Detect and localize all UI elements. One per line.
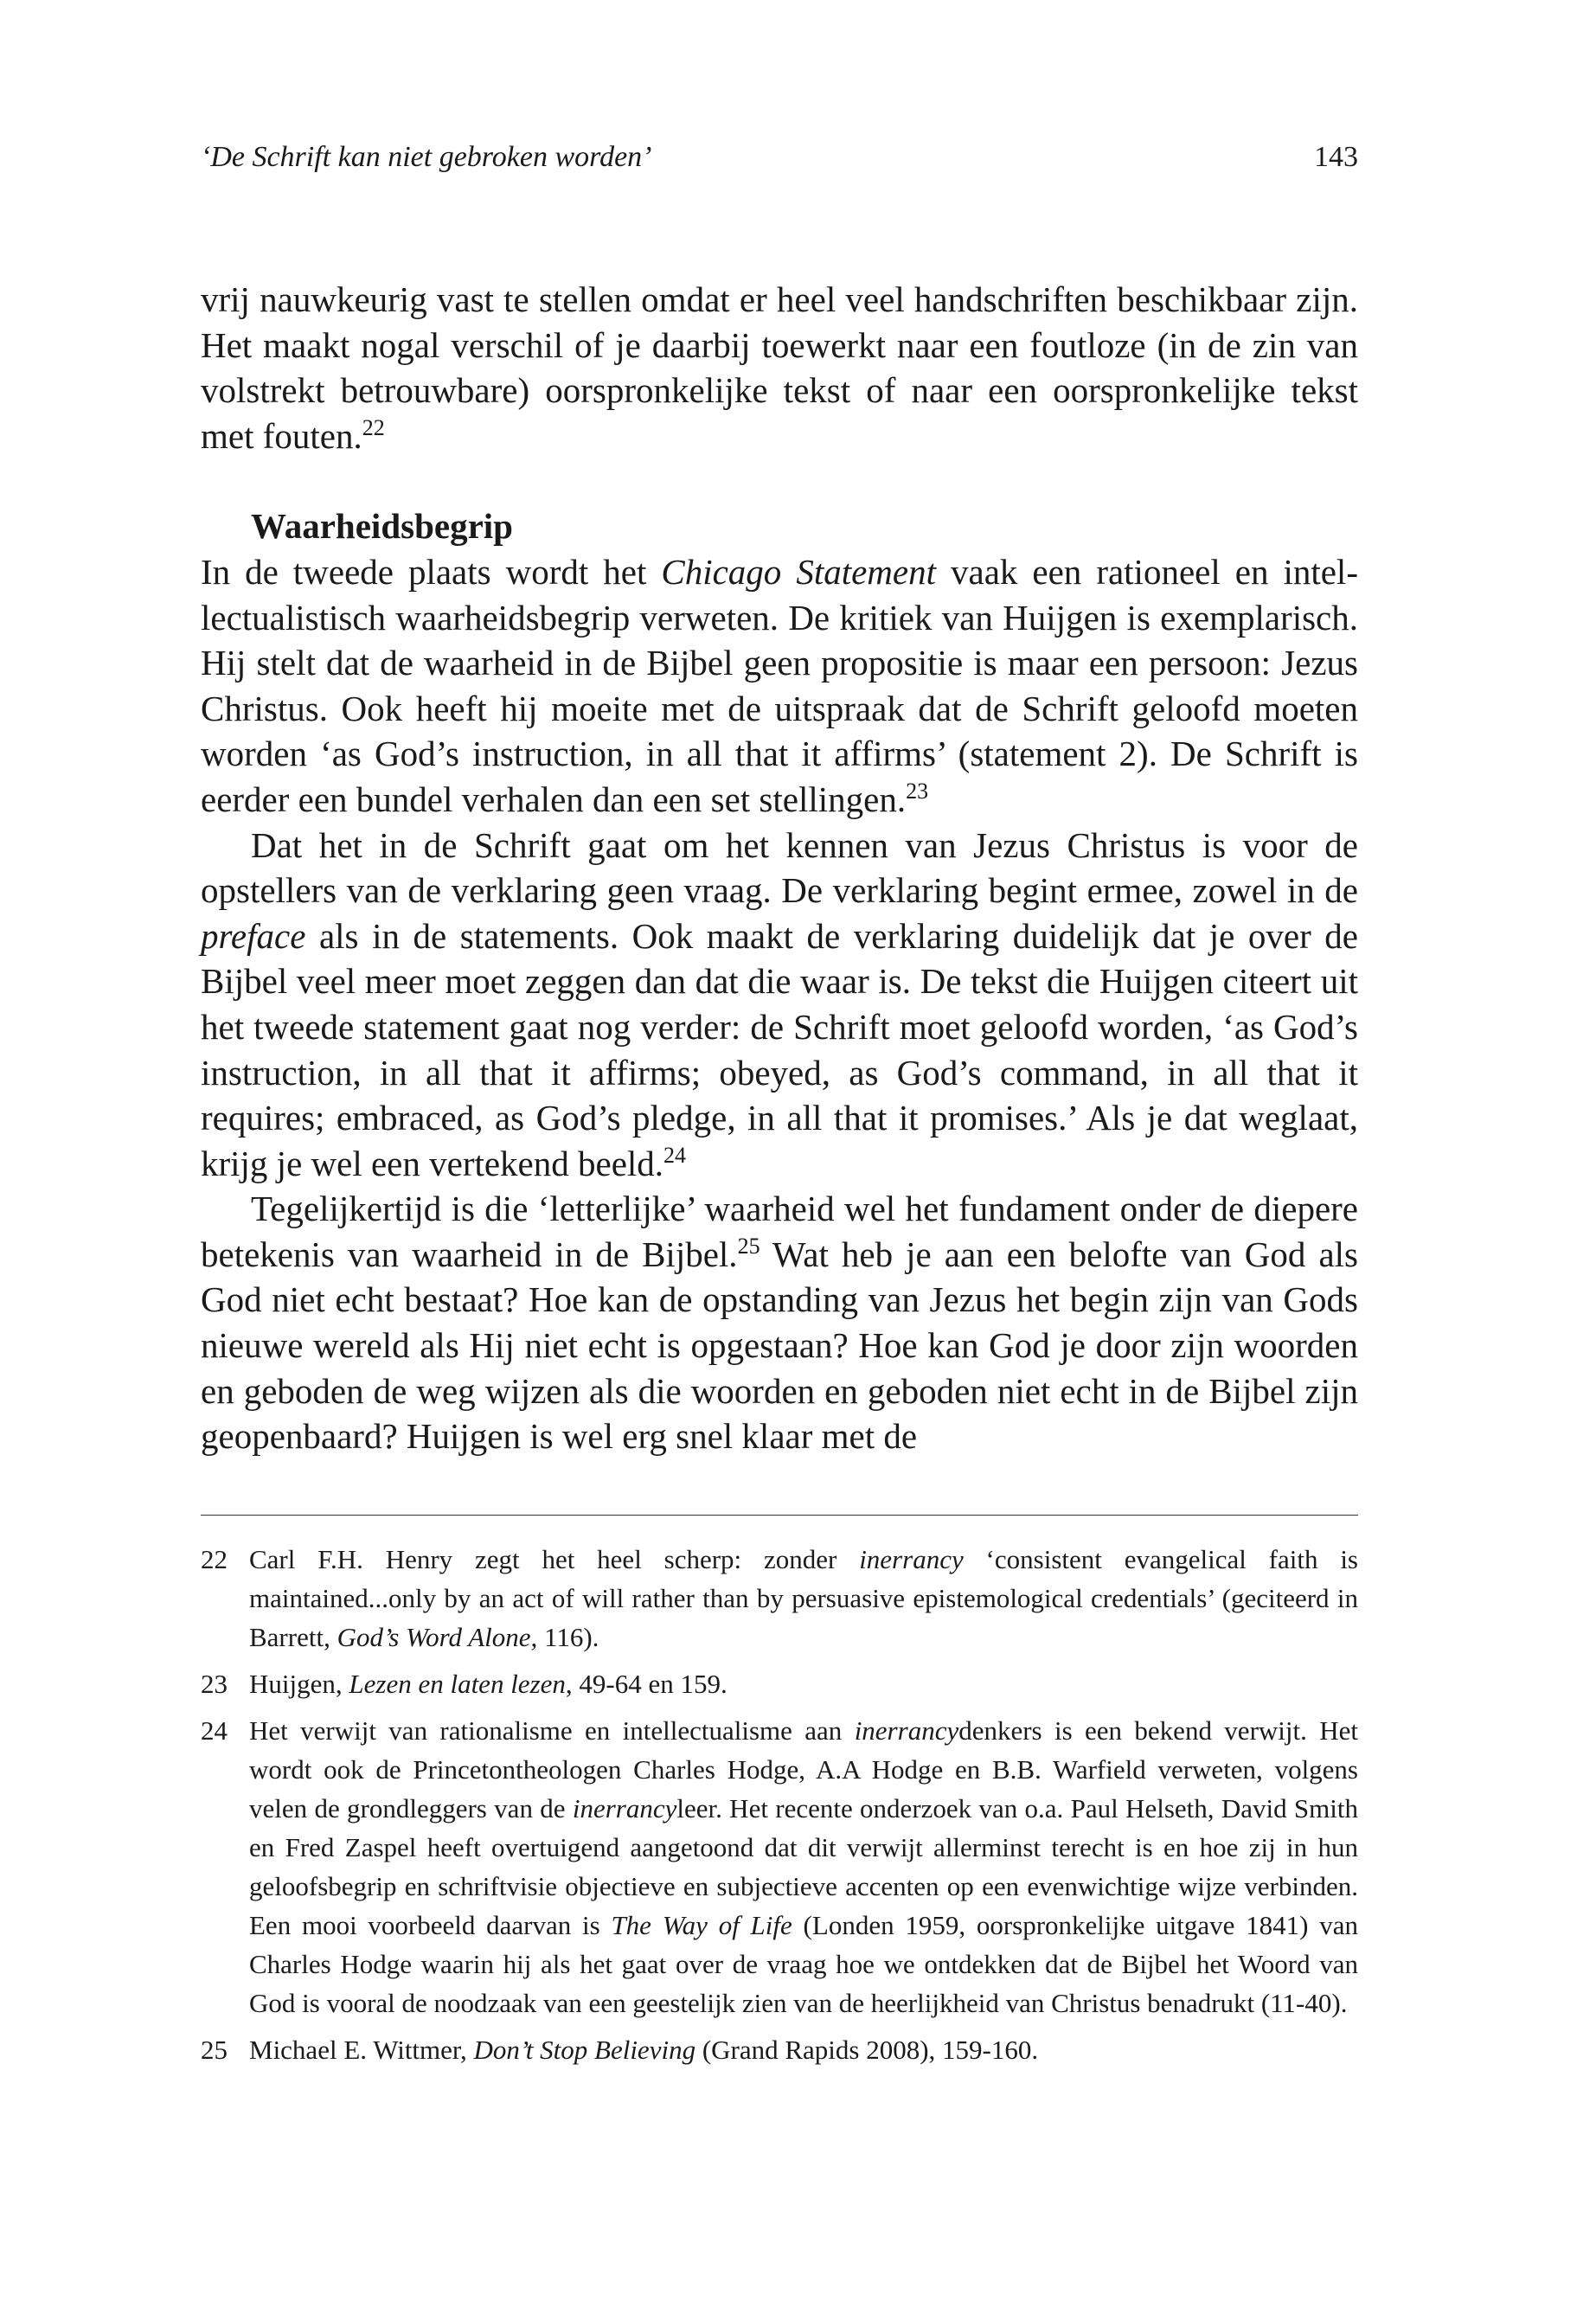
paragraph-2-text-a: In de tweede plaats wordt het xyxy=(201,551,662,592)
footnote-22-italic-term: inerrancy xyxy=(859,1544,964,1574)
paragraph-3-italic-term: preface xyxy=(201,915,306,956)
footnote-24-text-c: denkers is een bekend verwijt. Het wordt ook de Princetontheologen Charles Hodge, A.A Hodge en B.B. Warfield verweten, volgens velen de grondleggers van de xyxy=(249,1715,1358,1823)
footnote-24-text-a: Het verwijt van rationalisme en intellectualisme aan xyxy=(249,1715,855,1746)
footnote-24-italic-title: The Way of Life xyxy=(611,1910,792,1940)
footnote-ref-24: 24 xyxy=(663,1142,687,1168)
footnote-text xyxy=(249,1540,1358,1657)
footnote-text xyxy=(249,1664,1358,1703)
paragraph-1-text: vrij nauwkeurig vast te stellen omdat er heel veel handschriften beschikbaar zijn. Het maakt nogal verschil of je daarbij toewerkt naar een foutloze (in de zin van volstrekt betrouwbare) oorspronkelijke tekst of naar een oorspronkelijke tekst met fouten. xyxy=(201,279,1358,456)
footnotes xyxy=(201,1540,1358,2077)
footnote-22-text-e: 116). xyxy=(537,1622,599,1652)
footnote-number: 24 xyxy=(201,1715,228,1746)
footnote-25-italic-title: Don’t Stop Believing xyxy=(473,2035,696,2065)
paragraph-2 xyxy=(201,549,1358,823)
paragraph-3-text-c: als in de statements. Ook maakt de verklaring duidelijk dat je over de Bijbel veel meer moet zeggen dan dat die waar is. De tekst die Huijgen citeert uit het tweede statement gaat nog verder: de Schrift moet geloofd worden, ‘as God’s instruction, in all that it affirms; obeyed, as God’s command, in all that it requires; embraced, as God’s pledge, in all that it promises.’ Als je dat weglaat, krijg je wel een vertekend beeld. xyxy=(201,915,1358,1183)
footnote-ref-25: 25 xyxy=(737,1233,760,1259)
running-title: ‘De Schrift kan niet gebroken worden’ xyxy=(201,141,652,173)
main-text xyxy=(201,277,1358,1459)
footnote-22-italic-title: God’s Word Alone, xyxy=(337,1622,538,1652)
footnote-25 xyxy=(201,2030,1358,2069)
footnote-22 xyxy=(201,1540,1358,1657)
footnote-23-italic-title: Lezen en laten lezen xyxy=(349,1669,566,1699)
paragraph-4 xyxy=(201,1186,1358,1459)
footnote-ref-22: 22 xyxy=(362,414,385,440)
paragraph-3-text-a: Dat het in de Schrift gaat om het kennen van Jezus Christus is voor de opstellers van de verklaring geen vraag. De verklaring begint ermee, zowel in de xyxy=(201,824,1358,911)
paragraph-2-italic-title: Chicago Statement xyxy=(661,551,936,592)
page-number: 143 xyxy=(1314,141,1358,173)
section-heading: Waarheidsbegrip xyxy=(251,506,513,547)
footnote-number: 25 xyxy=(201,2035,228,2065)
footnote-24-text-g: (Londen 1959, oorspronkelijke uitgave 1841) van Charles Hodge waarin hij als het gaat over de vraag hoe we ontdekken dat de Bijbel het Woord van God is vooral de noodzaak van een geestelijk zien van de heerlijkheid van Christus benadrukt (11-40). xyxy=(249,1910,1358,2018)
footnote-23-text-c: , 49-64 en 159. xyxy=(565,1669,727,1699)
footnote-number: 22 xyxy=(201,1544,228,1574)
footnote-23-text-a: Huijgen, xyxy=(249,1669,349,1699)
paragraph-4-text-b: Wat heb je aan een belofte van God als God niet echt bestaat? Hoe kan de opstanding van Jezus het begin zijn van Gods nieuwe wereld als Hij niet echt is opgestaan? Hoe kan God je door zijn woorden en geboden de weg wijzen als die woorden en geboden niet echt in de Bijbel zijn geopenbaard? Huijgen is wel erg snel klaar met de xyxy=(201,1234,1358,1457)
footnote-22-text-a: Carl F.H. Henry zegt het heel scherp: zonder xyxy=(249,1544,860,1574)
footnote-rule xyxy=(201,1515,1358,1516)
footnote-25-text-c: (Grand Rapids 2008), 159-160. xyxy=(695,2035,1039,2065)
footnote-24-text-e: leer. Het recente onderzoek van o.a. Paul Helseth, David Smith en Fred Zaspel heeft overtuigend aangetoond dat dit verwijt allerminst terecht is en hoe zij in hun geloofsbegrip en schriftvisie objectieve en subjectieve accenten op een evenwichtige wijze verbinden. Een mooi voorbeeld daarvan is xyxy=(249,1793,1358,1940)
paragraph-4-text-a: Tegelijkertijd is die ‘letterlijke’ waarheid wel het fundament onder de diepere betekenis van waarheid in de Bijbel. xyxy=(201,1189,1358,1274)
footnote-text xyxy=(249,2030,1358,2069)
footnote-text xyxy=(249,1711,1358,2022)
paragraph-2-text-c: vaak een rationeel en intellectualistisch waarheidsbegrip verweten. De kritiek van Huijgen is exemplarisch. Hij stelt dat de waarheid in de Bijbel geen propositie is maar een persoon: Jezus Christus. Ook heeft hij moeite met de uitspraak dat de Schrift geloofd moeten worden ‘as God’s instruction, in all that it affirms’ (statement 2). De Schrift is eerder een bundel verhalen dan een set stellingen. xyxy=(201,551,1358,819)
footnote-ref-23: 23 xyxy=(906,778,929,804)
footnote-24 xyxy=(201,1711,1358,2022)
footnote-number: 23 xyxy=(201,1669,228,1699)
paragraph-3 xyxy=(201,823,1358,1187)
footnote-24-italic-term-2: inerrancy xyxy=(572,1793,677,1823)
paragraph-1 xyxy=(201,277,1358,458)
footnote-24-italic-term-1: inerrancy xyxy=(854,1715,959,1746)
footnote-23 xyxy=(201,1664,1358,1703)
footnote-22-text-c: ‘consistent evangelical faith is maintained...only by an act of will rather than by persuasive epistemological credentials’ (geciteerd in Barrett, xyxy=(249,1544,1358,1652)
footnote-25-text-a: Michael E. Wittmer, xyxy=(249,2035,474,2065)
